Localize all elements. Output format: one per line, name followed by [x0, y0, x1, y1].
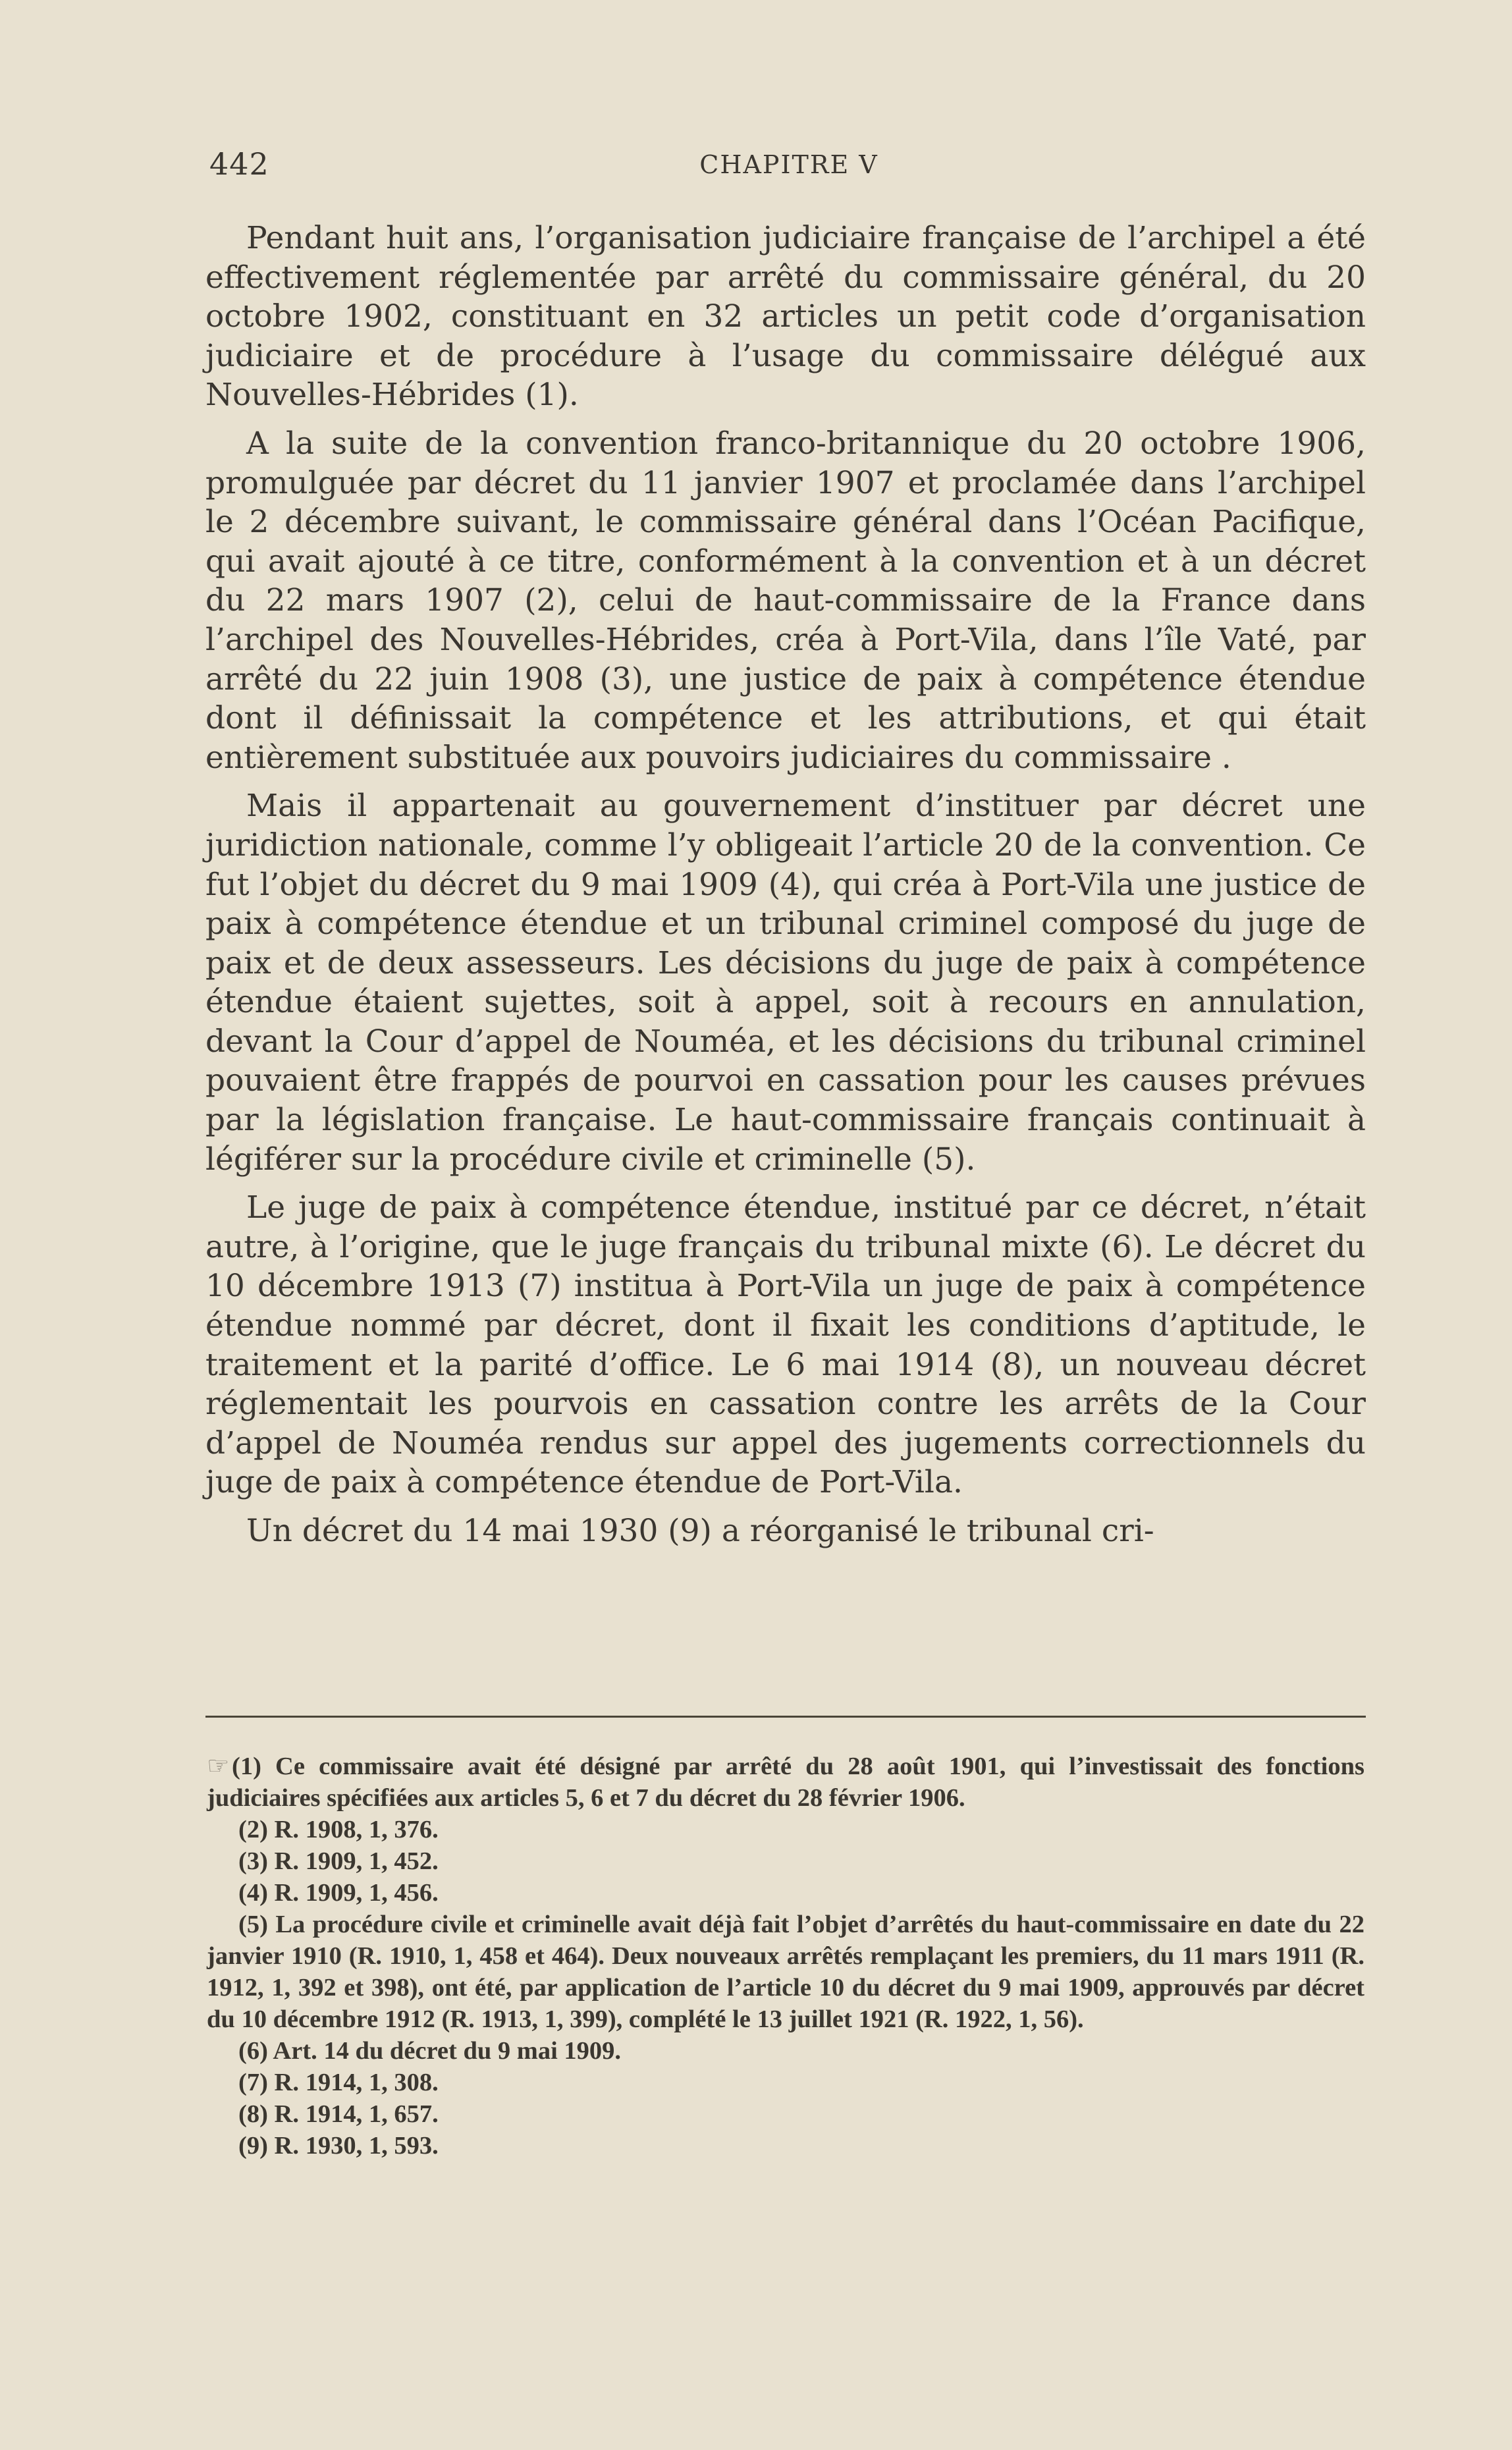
footnote: (8) R. 1914, 1, 657. — [238, 2100, 439, 2128]
paragraph: Pendant huit ans, l’organisation judiciaire française de l’archipel a été effectivement réglementée par arrêté du commissaire général, du 20 octobre 1902, constituant en 32 articles un petit code d’organisation judiciaire et de procédure à l’usage du commissaire délégué aux Nouvelles-Hébrides (1). — [205, 220, 1366, 414]
footnote: (6) Art. 14 du décret du 9 mai 1909. — [238, 2037, 622, 2065]
footnote: (2) R. 1908, 1, 376. — [238, 1816, 439, 1843]
page-header — [209, 146, 1368, 186]
paragraph: Un décret du 14 mai 1930 (9) a réorganisé le tribunal cri- — [246, 1513, 1154, 1549]
footnote-separator — [205, 1716, 1366, 1718]
footnotes — [207, 1751, 1364, 2162]
body-text — [205, 219, 1366, 1560]
footnote — [207, 1751, 1364, 1814]
footnote: (9) R. 1930, 1, 593. — [238, 2132, 439, 2160]
page-number: 442 — [209, 146, 269, 182]
footnote: (7) R. 1914, 1, 308. — [238, 2069, 439, 2096]
footnote-text: (1) Ce commissaire avait été désigné par arrêté du 28 août 1901, qui l’investissait des fonctions judiciaires spécifiées aux articles 5, 6 et 7 du décret du 28 février 1906. — [207, 1753, 1364, 1812]
paragraph: A la suite de la convention franco-britannique du 20 octobre 1906, promulguée par décret du 11 janvier 1907 et proclamée dans l’archipel le 2 décembre suivant, le commissaire général dans l’Océan Pacifique, qui avait ajouté à ce titre, conformément à la convention et à un décret du 22 mars 1907 (2), celui de haut-commissaire de la France dans l’archipel des Nouvelles-Hébrides, créa à Port-Vila, dans l’île Vaté, par arrêté du 22 juin 1908 (3), une justice de paix à compétence étendue dont il définissait la compétence et les attributions, et qui était entièrement substituée aux pouvoirs judiciaires du commissaire . — [205, 425, 1366, 776]
footnote: (3) R. 1909, 1, 452. — [238, 1847, 439, 1875]
running-head: CHAPITRE V — [699, 150, 878, 179]
paragraph: Mais il appartenait au gouvernement d’instituer par décret une juridiction nationale, comme l’y obligeait l’article 20 de la convention. Ce fut l’objet du décret du 9 mai 1909 (4), qui créa à Port-Vila une justice de paix à compétence étendue et un tribunal criminel composé du juge de paix et de deux assesseurs. Les décisions du juge de paix à compétence étendue étaient sujettes, soit à appel, soit à recours en annulation, devant la Cour d’appel de Nouméa, et les décisions du tribunal criminel pouvaient être frappés de pourvoi en cassation pour les causes prévues par la législation française. Le haut-commissaire français continuait à légiférer sur la procédure civile et criminelle (5). — [205, 788, 1366, 1178]
footnote: (5) La procédure civile et criminelle avait déjà fait l’objet d’arrêtés du haut-commissaire en date du 22 janvier 1910 (R. 1910, 1, 458 et 464). Deux nouveaux arrêtés remplaçant les premiers, du 11 mars 1911 (R. 1912, 1, 392 et 398), ont été, par application de l’article 10 du décret du 9 mai 1909, approuvés par décret du 10 décembre 1912 (R. 1913, 1, 399), complété le 13 juillet 1921 (R. 1922, 1, 56). — [207, 1911, 1364, 2033]
pointing-hand-icon: ☞ — [207, 1753, 230, 1780]
paragraph: Le juge de paix à compétence étendue, institué par ce décret, n’était autre, à l’origine, que le juge français du tribunal mixte (6). Le décret du 10 décembre 1913 (7) institua à Port-Vila un juge de paix à compétence étendue nommé par décret, dont il fixait les conditions d’aptitude, le traitement et la parité d’office. Le 6 mai 1914 (8), un nouveau décret réglementait les pourvois en cassation contre les arrêts de la Cour d’appel de Nouméa rendus sur appel des jugements correctionnels du juge de paix à compétence étendue de Port-Vila. — [205, 1189, 1366, 1501]
footnote: (4) R. 1909, 1, 456. — [238, 1879, 439, 1907]
